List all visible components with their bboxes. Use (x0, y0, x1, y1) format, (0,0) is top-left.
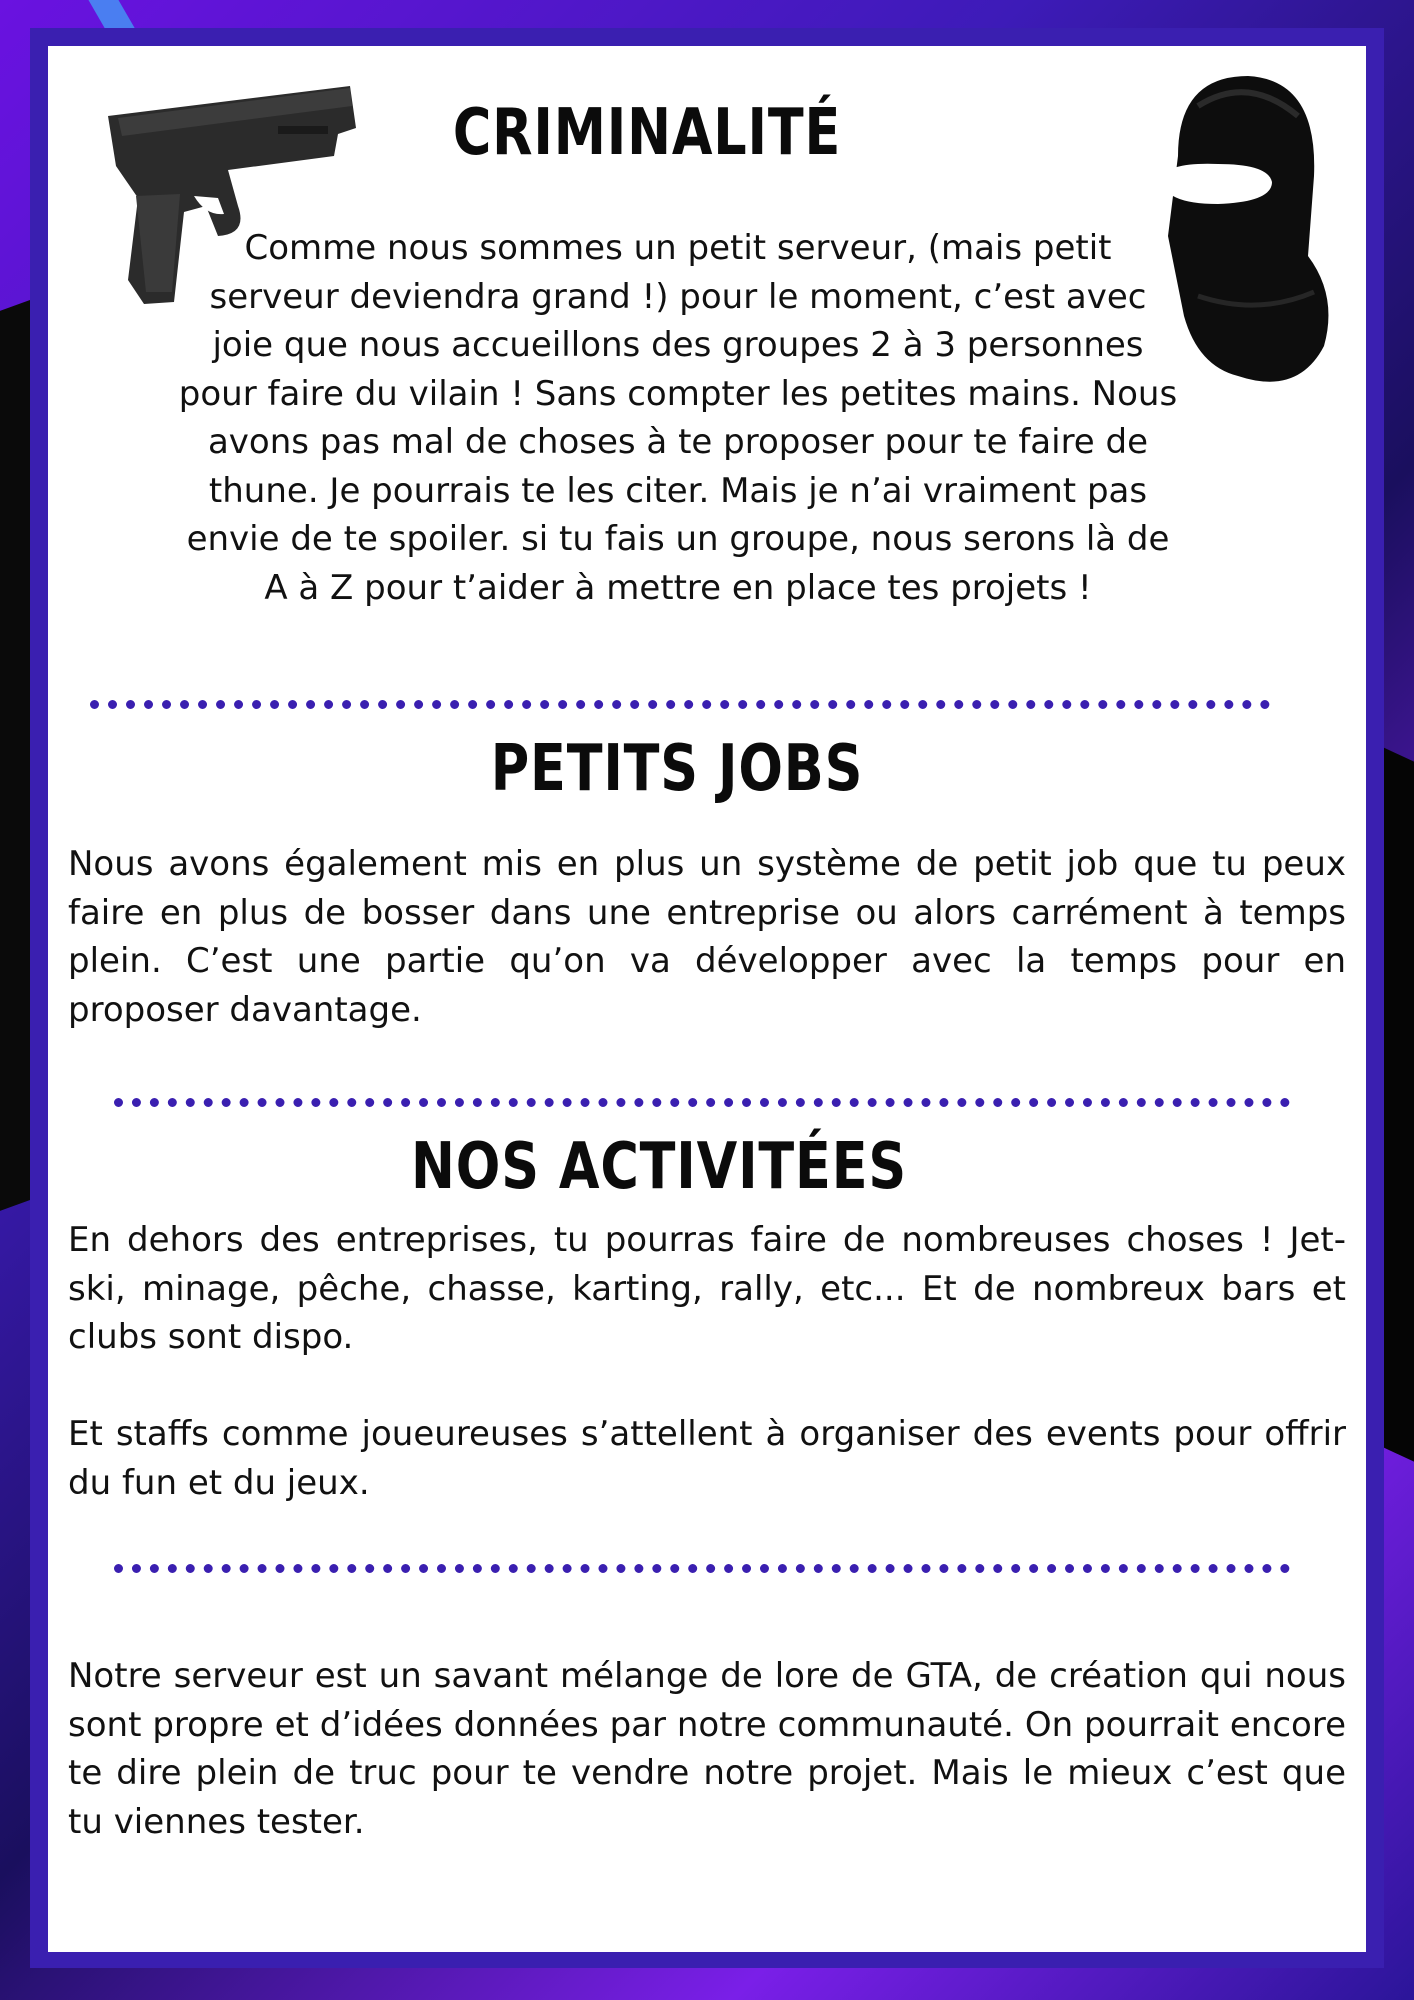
dotted-divider (90, 700, 1270, 709)
section-title-activites: NOS ACTIVITÉES (411, 1130, 907, 1204)
activites-text-2: Et staffs comme joueureuses s’attellent à organiser des events pour offrir du fun et du jeux. (68, 1414, 1346, 1503)
section-title-criminalite: CRIMINALITÉ (452, 96, 842, 170)
activites-text-1: En dehors des entreprises, tu pourras faire de nombreuses choses ! Jet-ski, minage, pêche, chasse, karting, rally, etc... Et de nombreux bars et clubs sont dispo. (68, 1220, 1346, 1357)
dotted-divider (114, 1564, 1290, 1573)
document-page (48, 46, 1366, 1952)
dotted-divider (114, 1098, 1290, 1107)
petits-jobs-text: Nous avons également mis en plus un système de petit job que tu peux faire en plus de bosser dans une entreprise ou alors carrément à temps plein. C’est une partie qu’on va développer avec la temps pour en proposer davantage. (68, 844, 1346, 1030)
criminalite-text: Comme nous sommes un petit serveur, (mais petit serveur deviendra grand !) pour le moment, c’est avec joie que nous accueillons des groupes 2 à 3 personnes pour faire du vilain ! Sans compter les petites mains. Nous avons pas mal de choses à te proposer pour te faire de thune. Je pourrais te les citer. Mais je n’ai vraiment pas envie de te spoiler. si tu fais un groupe, nous serons là de A à Z pour t’aider à mettre en place tes projets ! (178, 228, 1178, 608)
conclusion-text: Notre serveur est un savant mélange de lore de GTA, de création qui nous sont propre et d’idées données par notre communauté. On pourrait encore te dire plein de truc pour te vendre notre projet. Mais le mieux c’est que tu viennes tester. (68, 1656, 1346, 1842)
section-title-petits-jobs: PETITS JOBS (490, 732, 864, 806)
